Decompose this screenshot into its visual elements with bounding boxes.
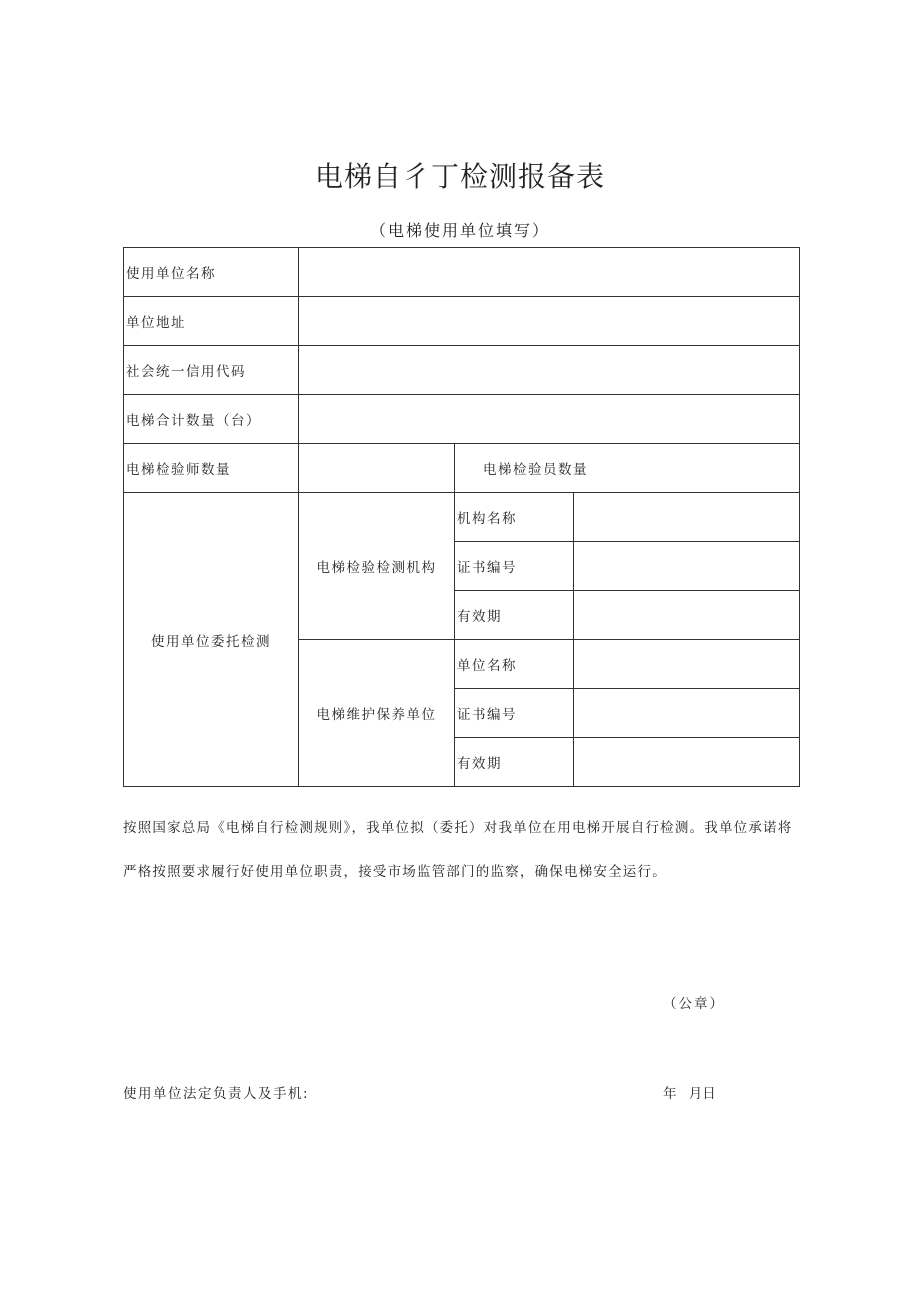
- testing-org-cert-field[interactable]: [574, 542, 800, 591]
- elevator-count-field[interactable]: [299, 395, 800, 444]
- inspector-staff-count-cell[interactable]: [455, 444, 800, 493]
- commitment-line-2: 严格按照要求履行好使用单位职责，接受市场监管部门的监察，确保电梯安全运行。: [123, 864, 667, 880]
- document-title: 电梯自彳丁检测报备表: [314, 160, 605, 193]
- credit-code-label: 社会统一信用代码: [124, 346, 299, 395]
- inspector-engineer-count-field[interactable]: [299, 444, 455, 493]
- unit-name-label: 使用单位名称: [124, 248, 299, 297]
- maintenance-unit-cert-field[interactable]: [574, 689, 800, 738]
- testing-org-validity-field[interactable]: [574, 591, 800, 640]
- row-testing-org-name: [124, 493, 800, 542]
- row-elevator-count: [124, 395, 800, 444]
- entrusted-testing-label: 使用单位委托检测: [124, 493, 299, 787]
- filing-form-table: [123, 247, 800, 787]
- inspector-engineer-count-label: 电梯检验师数量: [124, 444, 299, 493]
- maintenance-unit-name-label: 单位名称: [455, 640, 574, 689]
- date-label: 年 月日: [663, 1086, 716, 1102]
- row-unit-address: [124, 297, 800, 346]
- maintenance-unit-cert-label: 证书编号: [455, 689, 574, 738]
- unit-address-label: 单位地址: [124, 297, 299, 346]
- official-seal-label: （公章）: [663, 996, 725, 1012]
- maintenance-unit-label: 电梯维护保养单位: [299, 640, 455, 787]
- row-unit-name: [124, 248, 800, 297]
- testing-org-cert-label: 证书编号: [455, 542, 574, 591]
- unit-address-field[interactable]: [299, 297, 800, 346]
- testing-org-label: 电梯检验检测机构: [299, 493, 455, 640]
- maintenance-unit-name-field[interactable]: [574, 640, 800, 689]
- commitment-line-1: 按照国家总局《电梯自行检测规则》，我单位拟（委托）对我单位在用电梯开展自行检测。我单位承诺将: [123, 820, 793, 836]
- legal-representative-label: 使用单位法定负责人及手机:: [123, 1086, 310, 1102]
- document-subtitle: （电梯使用单位填写）: [369, 221, 550, 240]
- testing-org-name-field[interactable]: [574, 493, 800, 542]
- testing-org-name-label: 机构名称: [455, 493, 574, 542]
- elevator-count-label: 电梯合计数量（台）: [124, 395, 299, 444]
- maintenance-unit-validity-label: 有效期: [455, 738, 574, 787]
- inspector-staff-count-label: 电梯检验员数量: [483, 462, 588, 478]
- row-inspector-counts: [124, 444, 800, 493]
- credit-code-field[interactable]: [299, 346, 800, 395]
- row-credit-code: [124, 346, 800, 395]
- unit-name-field[interactable]: [299, 248, 800, 297]
- testing-org-validity-label: 有效期: [455, 591, 574, 640]
- maintenance-unit-validity-field[interactable]: [574, 738, 800, 787]
